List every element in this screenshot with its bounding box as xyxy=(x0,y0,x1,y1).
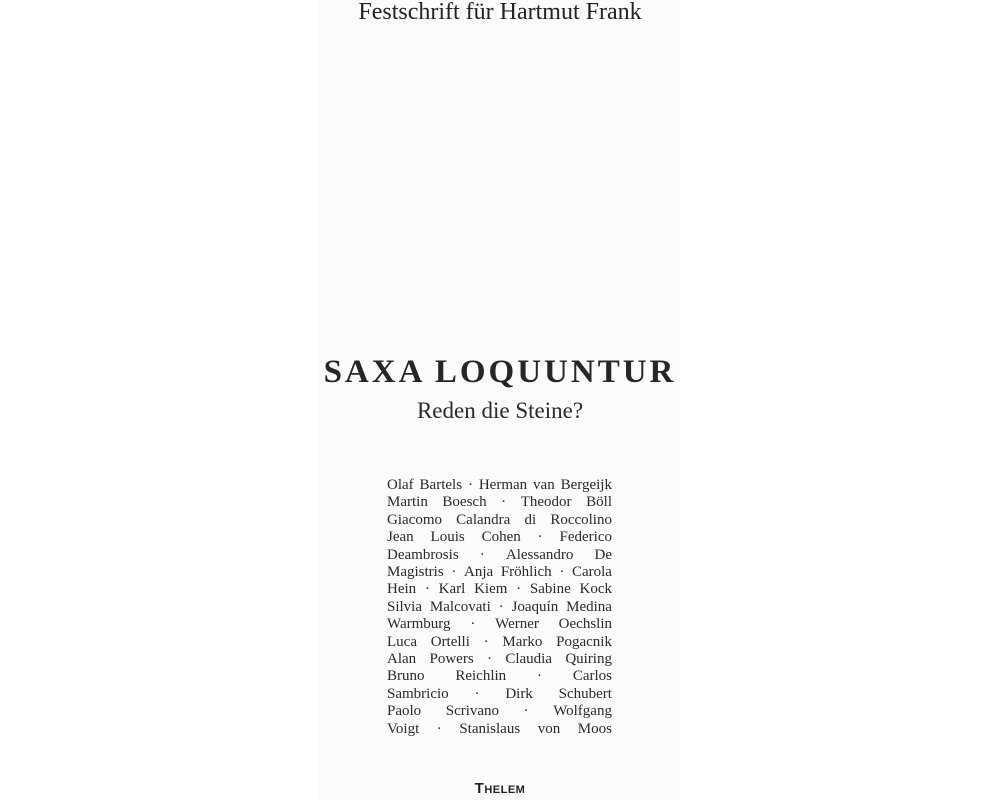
word: di xyxy=(524,511,537,528)
word: Martin xyxy=(387,494,428,511)
word: Alessandro xyxy=(505,546,574,563)
contributor-line xyxy=(387,512,612,529)
word: · xyxy=(487,651,492,668)
word: von xyxy=(537,720,561,737)
word: Pogacnik xyxy=(556,633,612,650)
word: Anja xyxy=(463,564,494,581)
word: Moos xyxy=(577,720,612,737)
contributor-line xyxy=(387,564,612,581)
word: Olaf xyxy=(387,477,414,493)
contributor-line xyxy=(387,634,612,651)
word: Ortelli xyxy=(430,633,470,650)
word: Calandra xyxy=(456,511,511,528)
word: Marko xyxy=(502,633,543,650)
word: · xyxy=(474,685,480,702)
word: Federico xyxy=(559,529,612,546)
word: · xyxy=(516,581,522,598)
word: Deambrosis xyxy=(387,546,459,563)
word: · xyxy=(537,529,543,546)
word: · xyxy=(501,494,507,511)
contributor-line xyxy=(387,721,612,738)
word: Bruno xyxy=(387,668,425,685)
word: Louis xyxy=(430,529,465,546)
contributor-line xyxy=(387,651,612,668)
book-title: SAXA LOQUUNTUR xyxy=(323,354,677,390)
word: · xyxy=(523,703,529,720)
word: Alan xyxy=(387,651,417,668)
word: Roccolino xyxy=(550,511,612,528)
word: Werner xyxy=(495,616,539,633)
word: Bergeijk xyxy=(560,477,612,493)
word: Jean xyxy=(387,529,414,546)
word: · xyxy=(424,581,430,598)
contributor-line xyxy=(387,494,612,511)
word: Boesch xyxy=(442,494,487,511)
word: Reichlin xyxy=(455,668,507,685)
word: De xyxy=(594,546,612,563)
word: · xyxy=(436,720,442,737)
word: Sambricio xyxy=(387,685,449,702)
word: Medina xyxy=(566,598,612,615)
contributor-line xyxy=(387,616,612,633)
word: Bartels xyxy=(419,477,463,493)
word: Cohen xyxy=(481,529,521,546)
word: Herman xyxy=(478,477,528,493)
word: Malcovati xyxy=(429,598,491,615)
word: · xyxy=(536,668,542,685)
word: · xyxy=(470,616,476,633)
word: van xyxy=(533,477,555,493)
contributor-line xyxy=(387,668,612,685)
contributor-line xyxy=(387,599,612,616)
word: Powers xyxy=(429,651,474,668)
word: Carlos xyxy=(572,668,612,685)
contributor-line xyxy=(387,477,612,494)
word: Scrivano xyxy=(445,703,500,720)
word: Quiring xyxy=(565,651,612,668)
word: Fröhlich xyxy=(500,564,552,581)
word: · xyxy=(479,546,485,563)
word: Claudia xyxy=(505,651,552,668)
word: Theodor xyxy=(520,494,572,511)
contributor-line xyxy=(387,581,612,598)
contributors-list xyxy=(387,477,612,738)
contributor-line xyxy=(387,703,612,720)
word: Hein xyxy=(387,581,417,598)
word: Dirk xyxy=(505,685,533,702)
word: Paolo xyxy=(387,703,422,720)
word: Luca xyxy=(387,633,417,650)
contributor-line xyxy=(387,547,612,564)
word: Wolfgang xyxy=(553,703,612,720)
word: Voigt xyxy=(387,720,420,737)
word: Silvia xyxy=(387,598,423,615)
word: · xyxy=(467,477,473,493)
word: Magistris xyxy=(387,564,444,581)
word: Warmburg xyxy=(387,616,451,633)
word: Giacomo xyxy=(387,511,442,528)
word: Oechslin xyxy=(558,616,612,633)
word: · xyxy=(451,564,457,581)
word: Sabine xyxy=(529,581,571,598)
festschrift-line: Festschrift für Hartmut Frank xyxy=(358,0,642,25)
contributor-line xyxy=(387,686,612,703)
word: · xyxy=(498,598,504,615)
word: Stanislaus xyxy=(459,720,521,737)
word: Joaquín xyxy=(511,598,559,615)
word: Schubert xyxy=(558,685,612,702)
contributor-line xyxy=(387,529,612,546)
word: Kiem xyxy=(474,581,508,598)
word: Karl xyxy=(438,581,466,598)
word: Carola xyxy=(571,564,612,581)
word: · xyxy=(559,564,565,581)
publisher-logo: Thelem xyxy=(474,780,526,797)
word: Böll xyxy=(586,494,612,511)
book-subtitle: Reden die Steine? xyxy=(416,398,584,423)
word: Kock xyxy=(579,581,612,598)
word: · xyxy=(483,633,489,650)
